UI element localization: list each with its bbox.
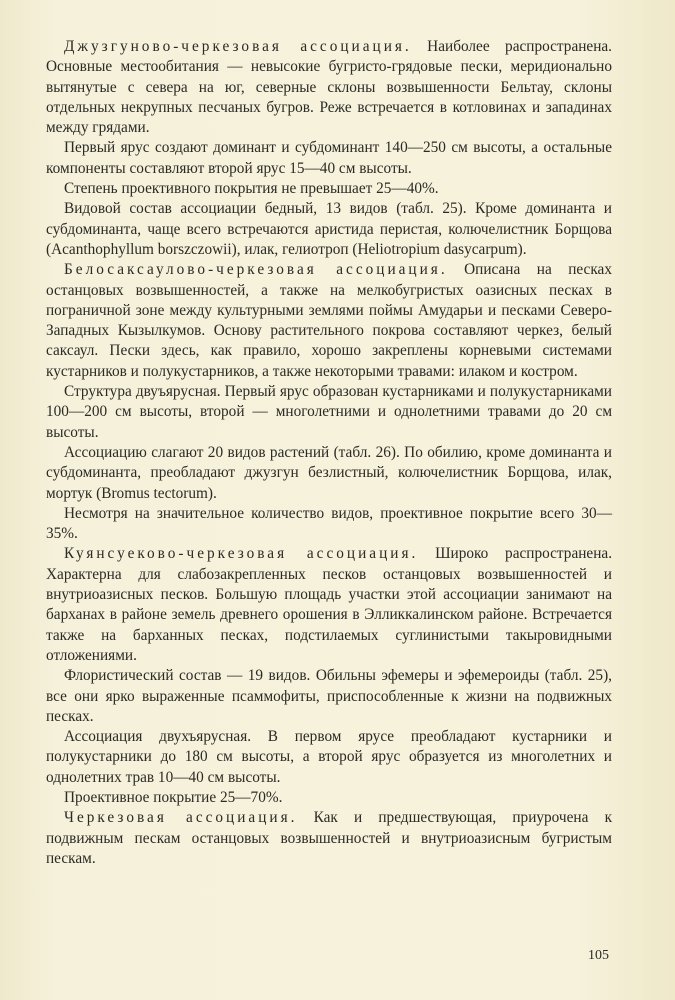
association-heading: Джузгуново-черкезовая ассоциация. [64, 38, 412, 55]
paragraph-6 [46, 382, 612, 443]
paragraph-text: Описана на песках останцовых возвышенностей, а также на мелкобугристых оазисных песках в пограничной зоне между культурными землями поймы Амударьи и песками Северо-Западных Кызылкумов. Основу растительного покрова составляют черкез, белый саксаул. Пески здесь, как правило, хорошо закреплены корневыми системами кустарников и полукустарников, а также некоторыми травами: илаком и костром. [46, 261, 612, 380]
body-text [46, 37, 612, 869]
association-heading: Белосаксаулово-черкезовая ассоциация. [64, 261, 448, 279]
paragraph-1 [46, 37, 612, 138]
paragraph-text: Первый ярус создают доминант и субдоминант 140—250 см высоты, а остальные компоненты составляют второй ярус 15—40 см высоты. [46, 139, 612, 177]
paragraph-2 [46, 138, 612, 179]
paragraph-4 [46, 199, 612, 260]
paragraph-7 [46, 443, 612, 504]
paragraph-9 [46, 544, 612, 666]
paragraph-text: Структура двуъярусная. Первый ярус образован кустарниками и полукустарниками 100—200 см высоты, второй — многолетними и однолетними травами до 20 см высоты. [46, 383, 612, 441]
paragraph-text: Видовой состав ассоциации бедный, 13 видов (табл. 25). Кроме доминанта и субдоминанта, чаще всего встречаются аристида перистая, колючелистник Борщова (Acanthophyllum borszczowii), илак, гелиотроп (Heliotropium dasycarpum). [46, 200, 612, 258]
paragraph-text: Флористический состав — 19 видов. Обильны эфемеры и эфемероиды (табл. 25), все они ярко выраженные псаммофиты, приспособленные к жизни на подвижных песках. [46, 667, 612, 725]
paragraph-text: Ассоциацию слагают 20 видов растений (табл. 26). По обилию, кроме доминанта и субдоминанта, преобладают джузгун безлистный, колючелистник Борщова, илак, мортук (Bromus tectorum). [46, 443, 612, 502]
paragraph-5 [46, 260, 612, 382]
paragraph-12 [46, 788, 612, 808]
paragraph-text: Степень проективного покрытия не превышает 25—40%. [64, 180, 439, 198]
paragraph-text: Ассоциация двухъярусная. В первом ярусе преобладают кустарники и полукустарники до 180 см высоты, а второй ярус образуется из многолетних и однолетних трав 10—40 см высоты. [46, 728, 612, 786]
association-heading: Куянсуеково-черкезовая ассоциация. [64, 545, 419, 563]
paragraph-text: Проективное покрытие 25—70%. [64, 788, 283, 806]
paragraph-text: Наиболее распространена. Основные местообитания — невысокие бугристо-грядовые пески, меридионально вытянутые с севера на юг, северные склоны возвышенности Бельтау, склоны отдельных некрупных песчаных бугров. Реже встречается в котловинах и западинах между грядами. [46, 38, 613, 137]
paragraph-11 [46, 727, 612, 788]
paragraph-3 [46, 179, 612, 199]
paragraph-10 [46, 666, 612, 727]
paragraph-text: Несмотря на значительное количество видов, проективное покрытие всего 30—35%. [46, 504, 612, 543]
page-number: 105 [588, 948, 609, 963]
paragraph-text: Широко распространена. Характерна для слабозакрепленных песков останцовых возвышенностей и внутриоазисных песков. Большую площадь участки этой ассоциации занимают на барханах в районе земель древнего орошения в Элликкалинском районе. Встречается также на барханных песках, подстилаемых суглинистыми такыровидными отложениями. [46, 545, 613, 664]
paragraph-text: Как и предшествующая, приурочена к подвижным пескам останцовых возвышенностей и внутриоазисным бугристым пескам. [46, 809, 612, 867]
paragraph-8 [46, 504, 612, 545]
association-heading: Черкезовая ассоциация. [64, 809, 298, 827]
paragraph-13 [46, 808, 612, 869]
